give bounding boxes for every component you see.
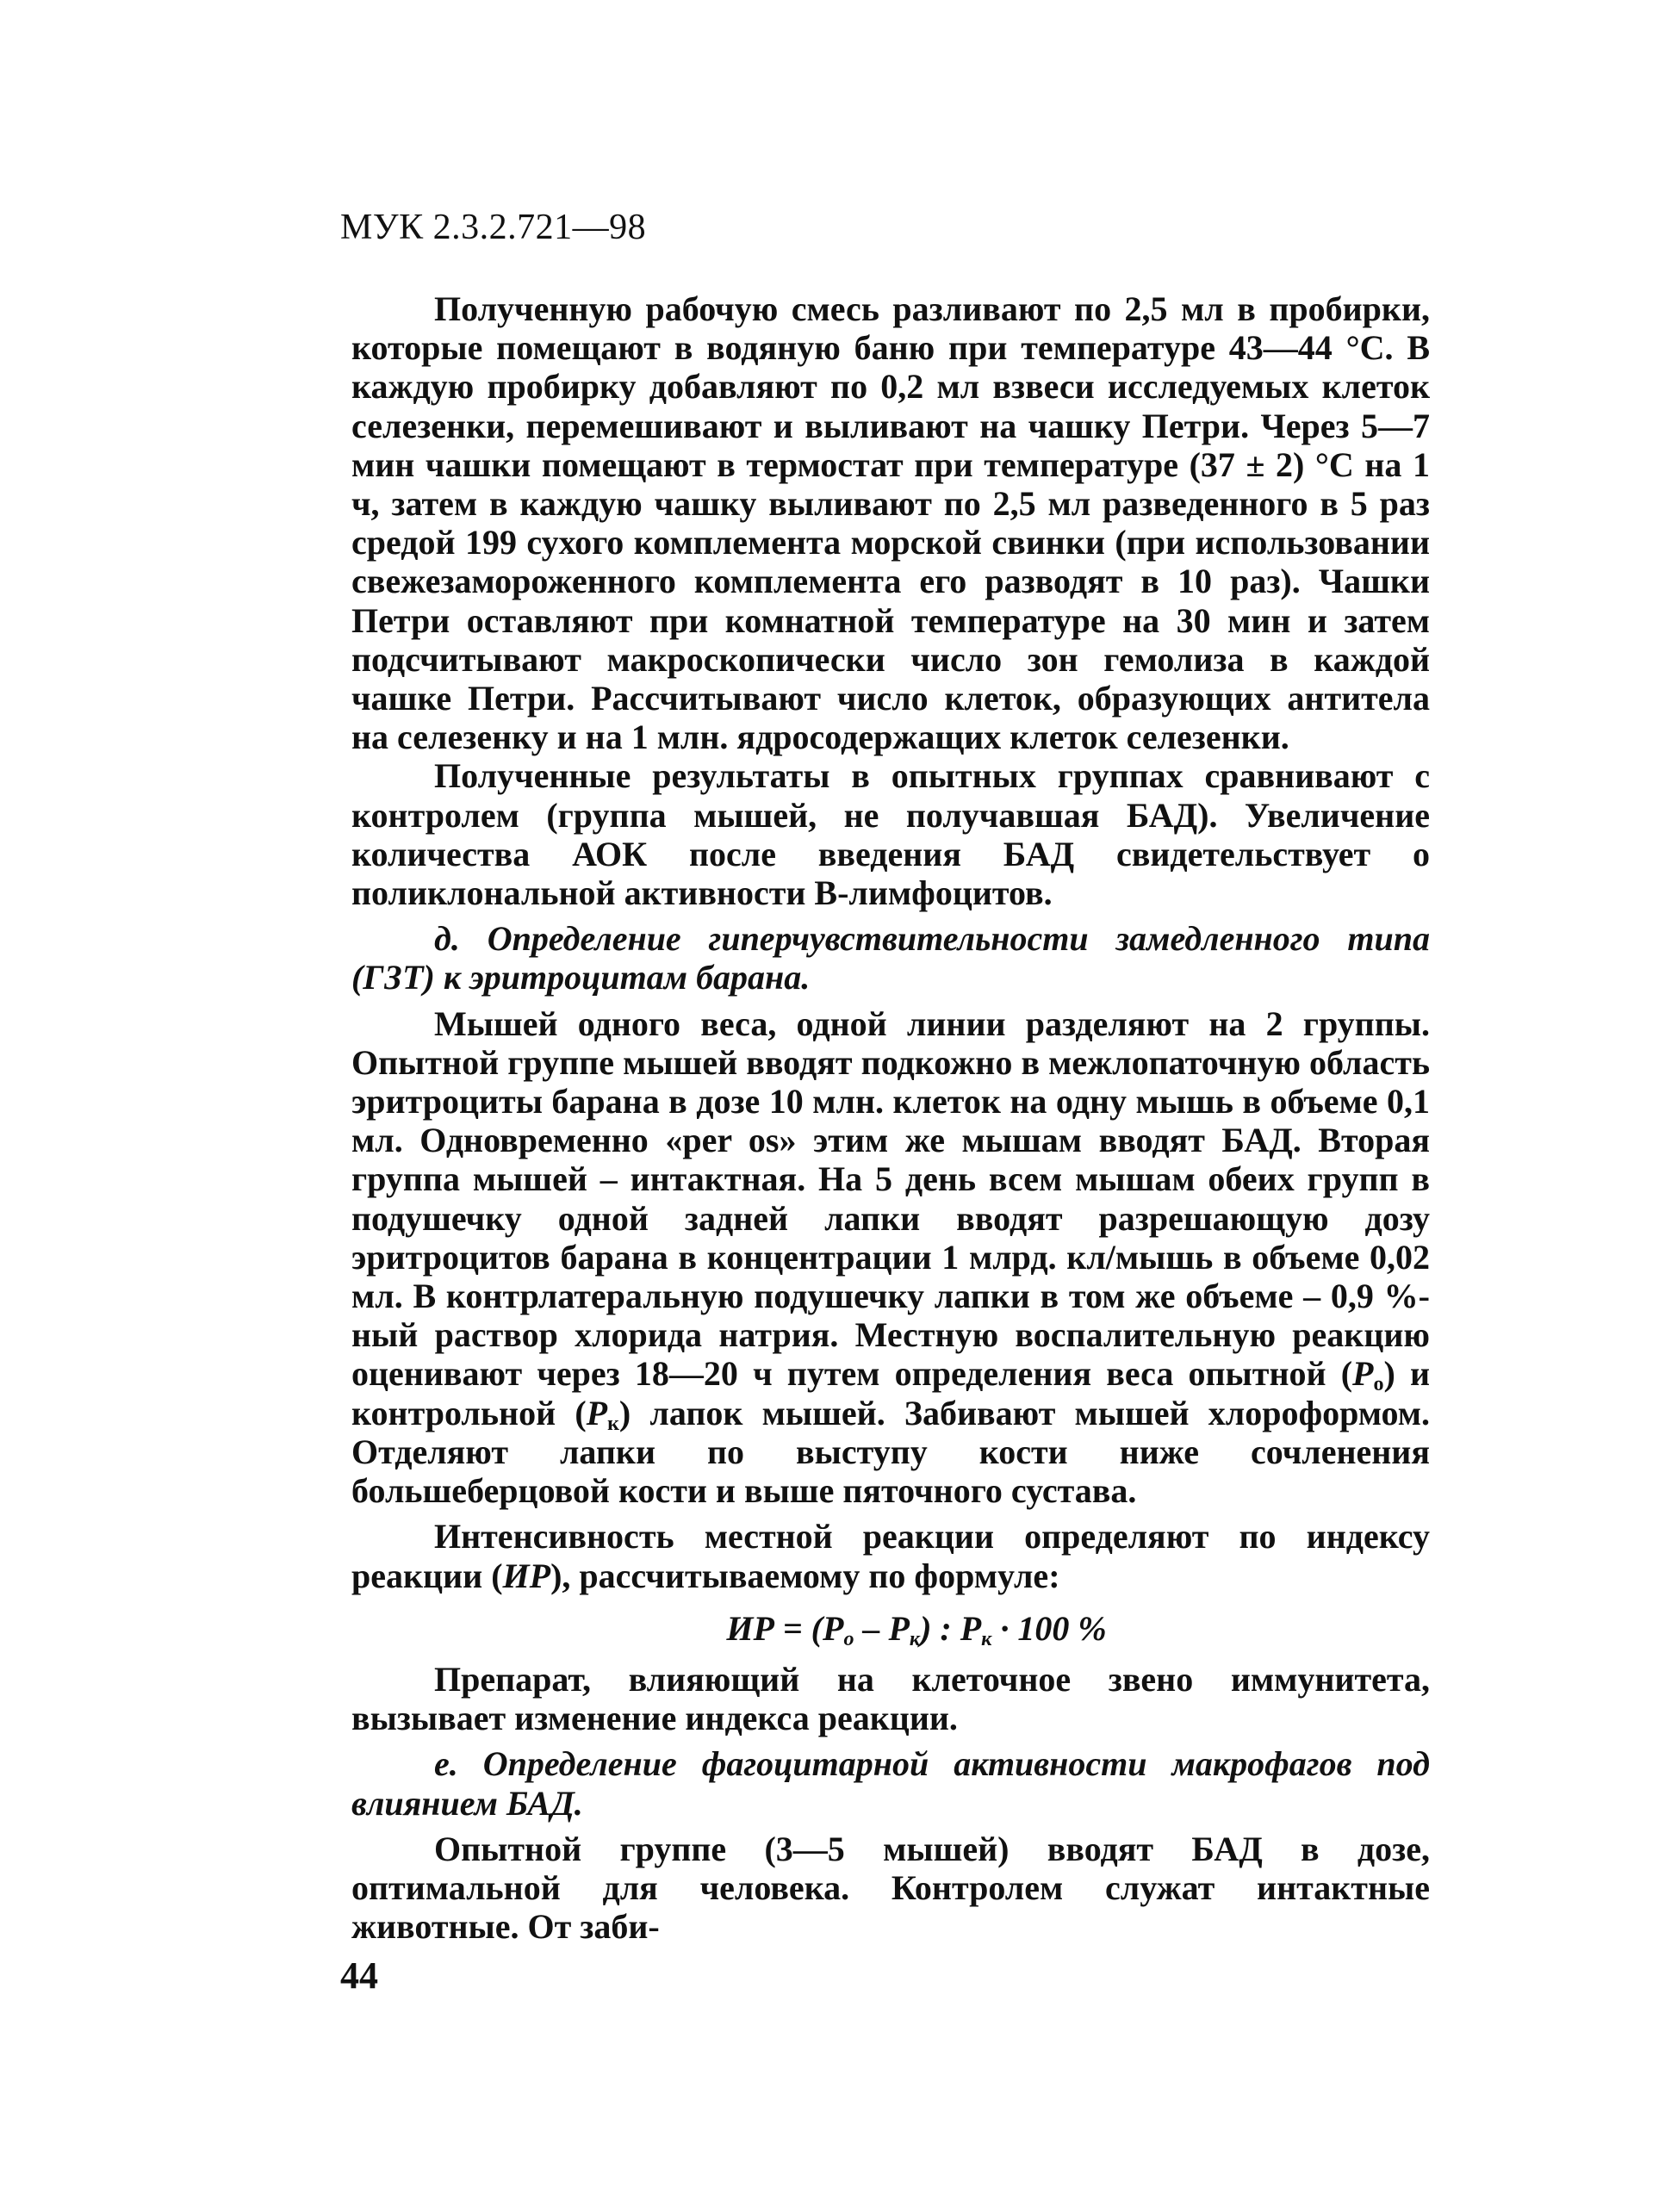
formula-reaction-index: [351, 1609, 1430, 1648]
formula-minus: –: [854, 1608, 889, 1648]
paragraph-phagocytic-procedure: Опытной группе (3—5 мышей) вводят БАД в дозе, оптимальной для человека. Контролем служат интактные животные. От заби-: [351, 1829, 1430, 1947]
section-heading-d: д. Определение гиперчувствительности замедленного типа (ГЗТ) к эритроцитам барана.: [351, 919, 1430, 997]
paragraph-intensity: [351, 1517, 1430, 1594]
formula-ratio: ) :: [920, 1608, 960, 1648]
var-p: P: [888, 1608, 910, 1648]
section-heading-e: е. Определение фагоцитарной активности макрофагов под влиянием БАД.: [351, 1744, 1430, 1823]
subscript-k: к: [981, 1627, 992, 1650]
document-code: МУК 2.3.2.721—98: [340, 208, 647, 247]
paragraph-preparation-effect: Препарат, влияющий на клеточное звено иммунитета, вызывает изменение индекса реакции.: [351, 1659, 1430, 1738]
formula-percent: · 100 %: [991, 1608, 1107, 1648]
paragraph-intensity-text-2: ), рассчитываемому по формуле:: [550, 1556, 1060, 1595]
paragraph-gzt-text-2: ) и контрольной (: [351, 1354, 1431, 1432]
page-number: 44: [340, 1954, 378, 1997]
var-p: P: [823, 1608, 844, 1648]
paragraph-intensity-text-1: Интенсивность местной реакции определяют по индексу реакции (: [351, 1517, 1430, 1595]
var-ir: ИР: [502, 1556, 551, 1595]
subscript-o: о: [843, 1627, 854, 1650]
subscript-k: к: [607, 1412, 619, 1435]
paragraph-results-comparison: Полученные результаты в опытных группах сравнивают с контролем (группа мышей, не получавшая БАД). Увеличение количества АОК после введения БАД свидетельствует о поликлональной активности В-лимфоцитов.: [351, 756, 1430, 913]
paragraph-gzt-text-1: Мышей одного веса, одной линии разделяют на 2 группы. Опытной группе мышей вводят подкожно в межлопаточную область эритроциты барана в дозе 10 млн. клеток на одну мышь в объеме 0,1 мл. Одновременно «per os» этим же мышам вводят БАД. Вторая группа мышей – интактная. На 5 день всем мышам обеих групп в подушечку одной задней лапки вводят разрешающую дозу эритроцитов барана в концентрации 1 млрд. кл/мышь в объеме 0,02 мл. В контрлатеральную подушечку лапки в том же объеме – 0,9 %-ный раствор хлорида натрия. Местную воспалительную реакцию оценивают через 18—20 ч путем определения веса опытной (: [351, 1003, 1430, 1394]
var-p: P: [586, 1393, 608, 1432]
paragraph-gzt-text-3: ) лапок мышей. Забивают мышей хлороформом. Отделяют лапки по выступу кости ниже сочленения большеберцовой кости и выше пяточного сустава.: [351, 1393, 1430, 1511]
var-p: P: [960, 1608, 982, 1648]
paragraph-gzt-procedure: [351, 1004, 1430, 1511]
subscript-k: к: [909, 1627, 921, 1650]
body-text: [351, 289, 1430, 1946]
formula-lhs: ИР = (: [726, 1608, 823, 1648]
paragraph-plaque-procedure: Полученную рабочую смесь разливают по 2,5 мл в пробирки, которые помещают в водяную баню при температуре 43—44 °С. В каждую пробирку добавляют по 0,2 мл взвеси исследуемых клеток селезенки, перемешивают и выливают на чашку Петри. Через 5—7 мин чашки помещают в термостат при температуре (37 ± 2) °С на 1 ч, затем в каждую чашку выливают по 2,5 мл разведенного в 5 раз средой 199 сухого комплемента морской свинки (при использовании свежезамороженного комплемента его разводят в 10 раз). Чашки Петри оставляют при комнатной температуре на 30 мин и затем подсчитывают макроскопически число зон гемолиза в каждой чашке Петри. Рассчитывают число клеток, образующих антитела на селезенку и на 1 млн. ядросодержащих клеток селезенки.: [351, 289, 1430, 757]
subscript-o: о: [1373, 1373, 1384, 1396]
var-p: P: [1352, 1354, 1374, 1394]
